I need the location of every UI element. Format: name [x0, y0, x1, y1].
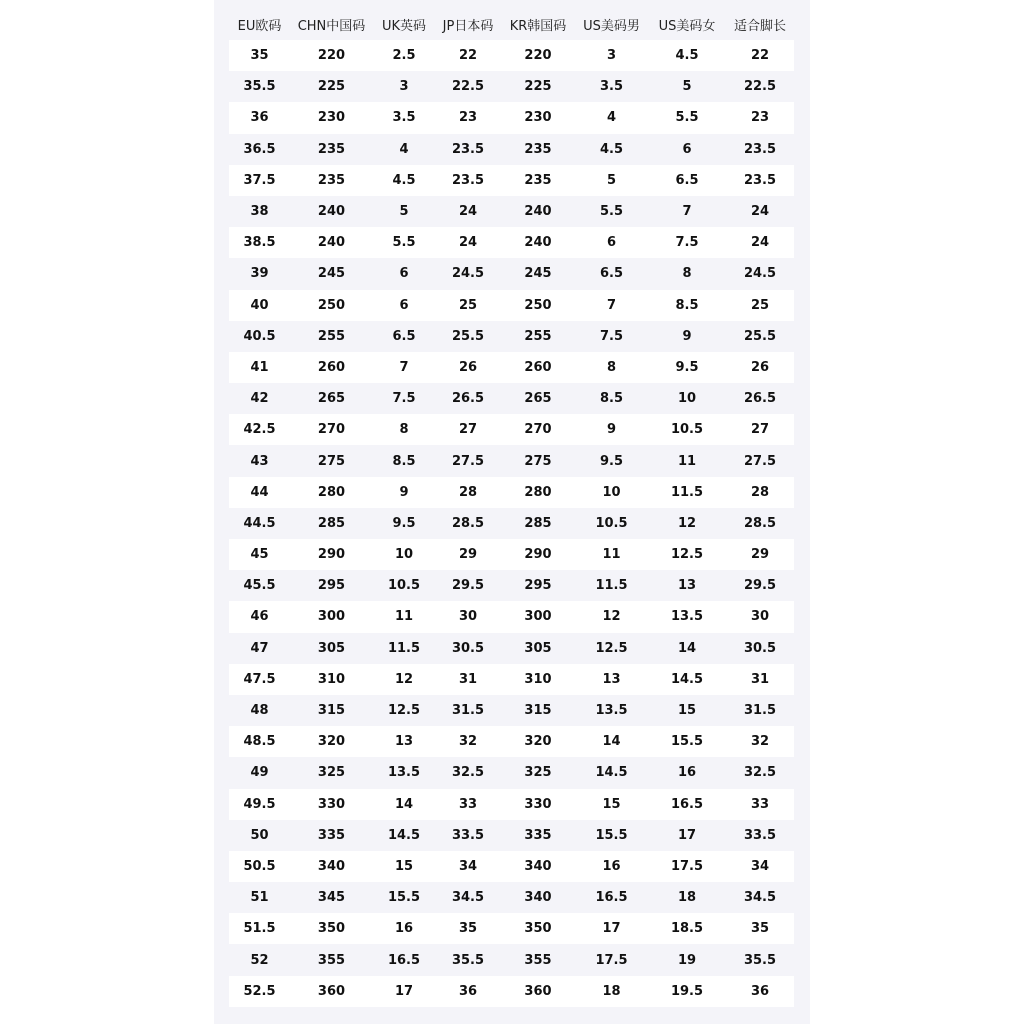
cell-us-women: 7	[682, 204, 692, 220]
cell-chn: 340	[317, 858, 346, 874]
cell-foot-length: 22.5	[743, 79, 777, 95]
cell-jp: 31.5	[451, 703, 485, 719]
cell-us-women: 19.5	[670, 983, 704, 999]
cell-us-women: 13	[677, 578, 697, 594]
cell-chn: 245	[317, 266, 346, 282]
cell-kr: 235	[524, 172, 552, 188]
cell-us-men: 16	[602, 858, 621, 874]
cell-us-women: 16.5	[670, 796, 704, 812]
cell-kr: 350	[524, 921, 552, 937]
cell-uk: 17	[394, 983, 414, 999]
cell-us-women: 12.5	[670, 547, 704, 563]
cell-kr: 330	[524, 796, 552, 812]
size-table-body	[229, 40, 794, 1007]
cell-eu: 47	[250, 640, 269, 656]
cell-us-men: 8	[606, 359, 617, 375]
cell-jp: 24	[458, 204, 478, 220]
table-row	[229, 726, 794, 757]
cell-uk: 9.5	[392, 515, 416, 531]
cell-foot-length: 29	[750, 547, 770, 563]
cell-uk: 15	[394, 858, 414, 874]
cell-uk: 6	[399, 297, 409, 313]
cell-eu: 49	[250, 765, 269, 781]
cell-kr: 305	[524, 640, 552, 656]
cell-chn: 330	[317, 796, 346, 812]
cell-eu: 41	[250, 359, 269, 375]
cell-jp: 25	[458, 297, 478, 313]
cell-us-women: 13.5	[670, 609, 704, 625]
cell-eu: 42	[250, 391, 269, 407]
cell-us-women: 6.5	[675, 172, 699, 188]
cell-jp: 34.5	[451, 890, 485, 906]
cell-foot-length: 34.5	[743, 890, 777, 906]
cell-foot-length: 23	[750, 110, 770, 126]
cell-foot-length: 22	[750, 48, 770, 64]
cell-jp: 30	[458, 609, 478, 625]
cell-us-men: 6	[606, 235, 617, 251]
table-row	[229, 789, 794, 820]
cell-kr: 360	[524, 983, 552, 999]
cell-uk: 12	[394, 671, 414, 687]
cell-eu: 52	[250, 952, 269, 968]
table-row	[229, 851, 794, 882]
cell-jp: 29	[458, 547, 478, 563]
cell-foot-length: 31	[750, 671, 770, 687]
cell-uk: 6	[399, 266, 409, 282]
cell-us-men: 12	[602, 609, 621, 625]
cell-jp: 28	[458, 484, 478, 500]
cell-eu: 38.5	[243, 235, 276, 251]
cell-jp: 25.5	[451, 328, 485, 344]
cell-us-men: 3.5	[599, 79, 624, 95]
cell-jp: 26	[458, 359, 478, 375]
cell-kr: 290	[524, 547, 552, 563]
cell-eu: 52.5	[243, 983, 276, 999]
cell-uk: 11.5	[387, 640, 421, 656]
cell-jp: 24	[458, 235, 478, 251]
cell-eu: 48.5	[243, 734, 276, 750]
cell-us-women: 15	[677, 703, 697, 719]
cell-us-men: 4.5	[599, 141, 624, 157]
header-foot-length: 适合脚长	[733, 18, 786, 34]
cell-chn: 315	[317, 703, 346, 719]
cell-us-women: 17	[677, 827, 697, 843]
cell-uk: 11	[394, 609, 414, 625]
cell-us-women: 6	[682, 141, 692, 157]
cell-us-women: 18.5	[670, 921, 704, 937]
table-row	[229, 976, 794, 1007]
cell-jp: 35.5	[451, 952, 485, 968]
cell-kr: 235	[524, 141, 552, 157]
cell-eu: 50	[250, 827, 269, 843]
cell-chn: 240	[317, 235, 346, 251]
cell-us-men: 8.5	[599, 391, 624, 407]
cell-chn: 285	[317, 515, 346, 531]
table-row	[229, 944, 794, 975]
table-row	[229, 820, 794, 851]
cell-us-men: 15	[602, 796, 621, 812]
cell-us-men: 11.5	[595, 578, 628, 594]
cell-kr: 250	[524, 297, 552, 313]
cell-us-men: 13.5	[595, 703, 628, 719]
cell-foot-length: 27	[750, 422, 770, 438]
cell-jp: 30.5	[451, 640, 485, 656]
cell-kr: 285	[524, 515, 552, 531]
cell-eu: 37.5	[243, 172, 276, 188]
cell-kr: 355	[524, 952, 552, 968]
cell-kr: 245	[524, 266, 552, 282]
cell-us-women: 10.5	[670, 422, 704, 438]
cell-uk: 8.5	[392, 453, 416, 469]
cell-jp: 27.5	[451, 453, 485, 469]
cell-kr: 260	[524, 359, 552, 375]
cell-uk: 9	[399, 484, 409, 500]
cell-chn: 250	[317, 297, 346, 313]
cell-uk: 4.5	[392, 172, 416, 188]
cell-foot-length: 26	[750, 359, 770, 375]
cell-uk: 4	[399, 141, 409, 157]
cell-us-men: 11	[602, 547, 621, 563]
cell-us-men: 14.5	[595, 765, 628, 781]
cell-foot-length: 27.5	[743, 453, 777, 469]
cell-us-women: 16	[677, 765, 697, 781]
cell-us-women: 10	[677, 391, 697, 407]
cell-us-men: 9.5	[599, 453, 624, 469]
header-eu: EU欧码	[237, 18, 282, 34]
cell-jp: 33.5	[451, 827, 485, 843]
cell-eu: 38	[250, 204, 269, 220]
table-row	[229, 321, 794, 352]
cell-foot-length: 35	[750, 921, 770, 937]
cell-us-men: 17	[602, 921, 621, 937]
cell-uk: 2.5	[392, 48, 416, 64]
cell-kr: 270	[524, 422, 552, 438]
cell-uk: 15.5	[387, 890, 421, 906]
cell-chn: 255	[317, 328, 346, 344]
cell-us-women: 8.5	[675, 297, 699, 313]
cell-chn: 355	[317, 952, 346, 968]
cell-kr: 295	[524, 578, 552, 594]
table-row	[229, 165, 794, 196]
cell-us-men: 6.5	[599, 266, 624, 282]
cell-chn: 360	[317, 983, 346, 999]
cell-us-women: 18	[677, 890, 697, 906]
cell-us-women: 11	[677, 453, 697, 469]
cell-uk: 14	[394, 796, 414, 812]
cell-jp: 24.5	[451, 266, 485, 282]
header-uk: UK英码	[381, 18, 427, 34]
cell-uk: 16	[394, 921, 414, 937]
cell-uk: 7	[399, 359, 409, 375]
header-jp: JP日本码	[442, 18, 494, 34]
cell-eu: 48	[250, 703, 269, 719]
cell-foot-length: 34	[750, 858, 770, 874]
cell-kr: 315	[524, 703, 552, 719]
cell-jp: 35	[458, 921, 478, 937]
cell-foot-length: 31.5	[743, 703, 777, 719]
cell-us-women: 11.5	[670, 484, 704, 500]
cell-uk: 8	[399, 422, 409, 438]
cell-foot-length: 28	[750, 484, 770, 500]
cell-uk: 10.5	[387, 578, 421, 594]
cell-kr: 225	[524, 79, 552, 95]
cell-us-women: 5	[682, 79, 692, 95]
cell-us-women: 17.5	[670, 858, 704, 874]
table-row	[229, 664, 794, 695]
cell-us-men: 9	[606, 422, 617, 438]
cell-chn: 320	[317, 734, 346, 750]
cell-us-men: 10.5	[595, 515, 628, 531]
cell-jp: 31	[458, 671, 478, 687]
cell-us-men: 13	[602, 671, 621, 687]
cell-us-women: 7.5	[675, 235, 699, 251]
cell-uk: 14.5	[387, 827, 421, 843]
cell-us-men: 10	[602, 484, 621, 500]
cell-uk: 7.5	[392, 391, 416, 407]
table-row	[229, 477, 794, 508]
cell-eu: 40	[250, 297, 269, 313]
cell-eu: 49.5	[243, 796, 276, 812]
cell-us-men: 3	[606, 48, 617, 64]
cell-us-women: 8	[682, 266, 692, 282]
header-us-men: US美码男	[583, 18, 640, 34]
table-row	[229, 445, 794, 476]
cell-chn: 265	[317, 391, 346, 407]
cell-us-women: 9.5	[675, 359, 699, 375]
cell-kr: 280	[524, 484, 552, 500]
cell-us-men: 15.5	[595, 827, 628, 843]
cell-foot-length: 28.5	[743, 515, 777, 531]
cell-foot-length: 33.5	[743, 827, 777, 843]
cell-kr: 255	[524, 328, 552, 344]
cell-kr: 335	[524, 827, 552, 843]
cell-chn: 225	[317, 79, 346, 95]
cell-chn: 295	[317, 578, 346, 594]
cell-kr: 340	[524, 890, 552, 906]
cell-jp: 36	[458, 983, 478, 999]
table-row	[229, 757, 794, 788]
cell-jp: 27	[458, 422, 478, 438]
cell-jp: 32.5	[451, 765, 485, 781]
cell-us-women: 14.5	[670, 671, 704, 687]
cell-foot-length: 26.5	[743, 391, 777, 407]
cell-kr: 275	[524, 453, 552, 469]
cell-uk: 13	[394, 734, 414, 750]
cell-jp: 34	[458, 858, 478, 874]
cell-chn: 270	[317, 422, 346, 438]
table-row	[229, 601, 794, 632]
cell-kr: 310	[524, 671, 552, 687]
table-row	[229, 258, 794, 289]
table-row	[229, 383, 794, 414]
cell-us-men: 18	[602, 983, 621, 999]
cell-foot-length: 25.5	[743, 328, 777, 344]
header-us-women: US美码女	[658, 18, 716, 34]
cell-us-men: 14	[602, 734, 621, 750]
cell-eu: 36.5	[243, 141, 276, 157]
size-table-header	[229, 8, 794, 40]
cell-kr: 300	[524, 609, 552, 625]
cell-foot-length: 35.5	[743, 952, 777, 968]
cell-jp: 23.5	[451, 172, 485, 188]
cell-jp: 23	[458, 110, 478, 126]
cell-chn: 220	[317, 48, 346, 64]
cell-chn: 280	[317, 484, 346, 500]
table-row	[229, 40, 794, 71]
cell-chn: 235	[317, 172, 346, 188]
cell-foot-length: 30.5	[743, 640, 777, 656]
table-row	[229, 570, 794, 601]
cell-us-women: 9	[682, 328, 692, 344]
cell-eu: 43	[250, 453, 269, 469]
cell-us-men: 5	[606, 172, 617, 188]
cell-chn: 290	[317, 547, 346, 563]
cell-chn: 335	[317, 827, 346, 843]
table-row	[229, 196, 794, 227]
cell-eu: 51.5	[243, 921, 276, 937]
cell-chn: 275	[317, 453, 346, 469]
cell-us-men: 7	[606, 297, 617, 313]
cell-foot-length: 33	[750, 796, 770, 812]
cell-eu: 35.5	[243, 79, 276, 95]
table-row	[229, 414, 794, 445]
table-row	[229, 134, 794, 165]
cell-us-men: 16.5	[595, 890, 628, 906]
cell-us-women: 4.5	[675, 48, 699, 64]
cell-uk: 6.5	[392, 328, 416, 344]
cell-chn: 260	[317, 359, 346, 375]
cell-us-men: 17.5	[595, 952, 628, 968]
cell-foot-length: 29.5	[743, 578, 777, 594]
cell-chn: 350	[317, 921, 346, 937]
cell-jp: 29.5	[451, 578, 485, 594]
table-row	[229, 71, 794, 102]
cell-eu: 44	[250, 484, 269, 500]
cell-foot-length: 25	[750, 297, 770, 313]
cell-us-men: 7.5	[599, 328, 624, 344]
cell-us-men: 4	[606, 110, 617, 126]
cell-us-women: 15.5	[670, 734, 704, 750]
cell-eu: 45	[250, 547, 269, 563]
header-chn: CHN中国码	[297, 18, 366, 34]
cell-chn: 345	[317, 890, 346, 906]
cell-foot-length: 36	[750, 983, 770, 999]
cell-kr: 340	[524, 858, 552, 874]
cell-foot-length: 23.5	[743, 172, 777, 188]
cell-chn: 300	[317, 609, 346, 625]
cell-foot-length: 24.5	[743, 266, 777, 282]
header-kr: KR韩国码	[509, 18, 567, 34]
cell-kr: 220	[524, 48, 552, 64]
cell-kr: 230	[524, 110, 552, 126]
cell-eu: 42.5	[243, 422, 276, 438]
cell-foot-length: 24	[750, 204, 770, 220]
cell-jp: 26.5	[451, 391, 485, 407]
cell-us-women: 19	[677, 952, 697, 968]
table-row	[229, 227, 794, 258]
cell-eu: 51	[250, 890, 269, 906]
cell-kr: 320	[524, 734, 552, 750]
cell-jp: 23.5	[451, 141, 485, 157]
table-row	[229, 539, 794, 570]
cell-eu: 50.5	[243, 858, 276, 874]
cell-chn: 325	[317, 765, 346, 781]
cell-kr: 240	[524, 204, 552, 220]
cell-chn: 240	[317, 204, 346, 220]
cell-uk: 12.5	[387, 703, 421, 719]
table-row	[229, 633, 794, 664]
cell-us-men: 5.5	[599, 204, 624, 220]
table-row	[229, 695, 794, 726]
table-row	[229, 290, 794, 321]
cell-uk: 10	[394, 547, 414, 563]
cell-foot-length: 23.5	[743, 141, 777, 157]
table-row	[229, 913, 794, 944]
cell-foot-length: 30	[750, 609, 770, 625]
cell-kr: 325	[524, 765, 552, 781]
cell-chn: 305	[317, 640, 346, 656]
table-row	[229, 352, 794, 383]
table-row	[229, 882, 794, 913]
cell-us-men: 12.5	[595, 640, 628, 656]
cell-uk: 3	[399, 79, 409, 95]
cell-us-women: 5.5	[675, 110, 699, 126]
cell-eu: 36	[250, 110, 269, 126]
table-row	[229, 102, 794, 133]
cell-jp: 28.5	[451, 515, 485, 531]
cell-uk: 16.5	[387, 952, 421, 968]
cell-chn: 310	[317, 671, 346, 687]
cell-eu: 39	[250, 266, 269, 282]
cell-us-women: 14	[677, 640, 697, 656]
cell-foot-length: 32.5	[743, 765, 777, 781]
cell-eu: 44.5	[243, 515, 276, 531]
cell-eu: 45.5	[243, 578, 276, 594]
cell-eu: 40.5	[243, 328, 276, 344]
cell-uk: 5	[399, 204, 409, 220]
cell-kr: 265	[524, 391, 552, 407]
cell-eu: 47.5	[243, 671, 276, 687]
cell-eu: 35	[250, 48, 269, 64]
cell-foot-length: 32	[750, 734, 770, 750]
cell-us-women: 12	[677, 515, 697, 531]
cell-chn: 235	[317, 141, 346, 157]
cell-uk: 5.5	[392, 235, 416, 251]
cell-kr: 240	[524, 235, 552, 251]
cell-foot-length: 24	[750, 235, 770, 251]
cell-eu: 46	[250, 609, 269, 625]
cell-jp: 22	[458, 48, 478, 64]
cell-jp: 22.5	[451, 79, 485, 95]
cell-jp: 32	[458, 734, 478, 750]
cell-chn: 230	[317, 110, 346, 126]
cell-jp: 33	[458, 796, 478, 812]
cell-uk: 13.5	[387, 765, 421, 781]
cell-uk: 3.5	[392, 110, 416, 126]
table-row	[229, 508, 794, 539]
